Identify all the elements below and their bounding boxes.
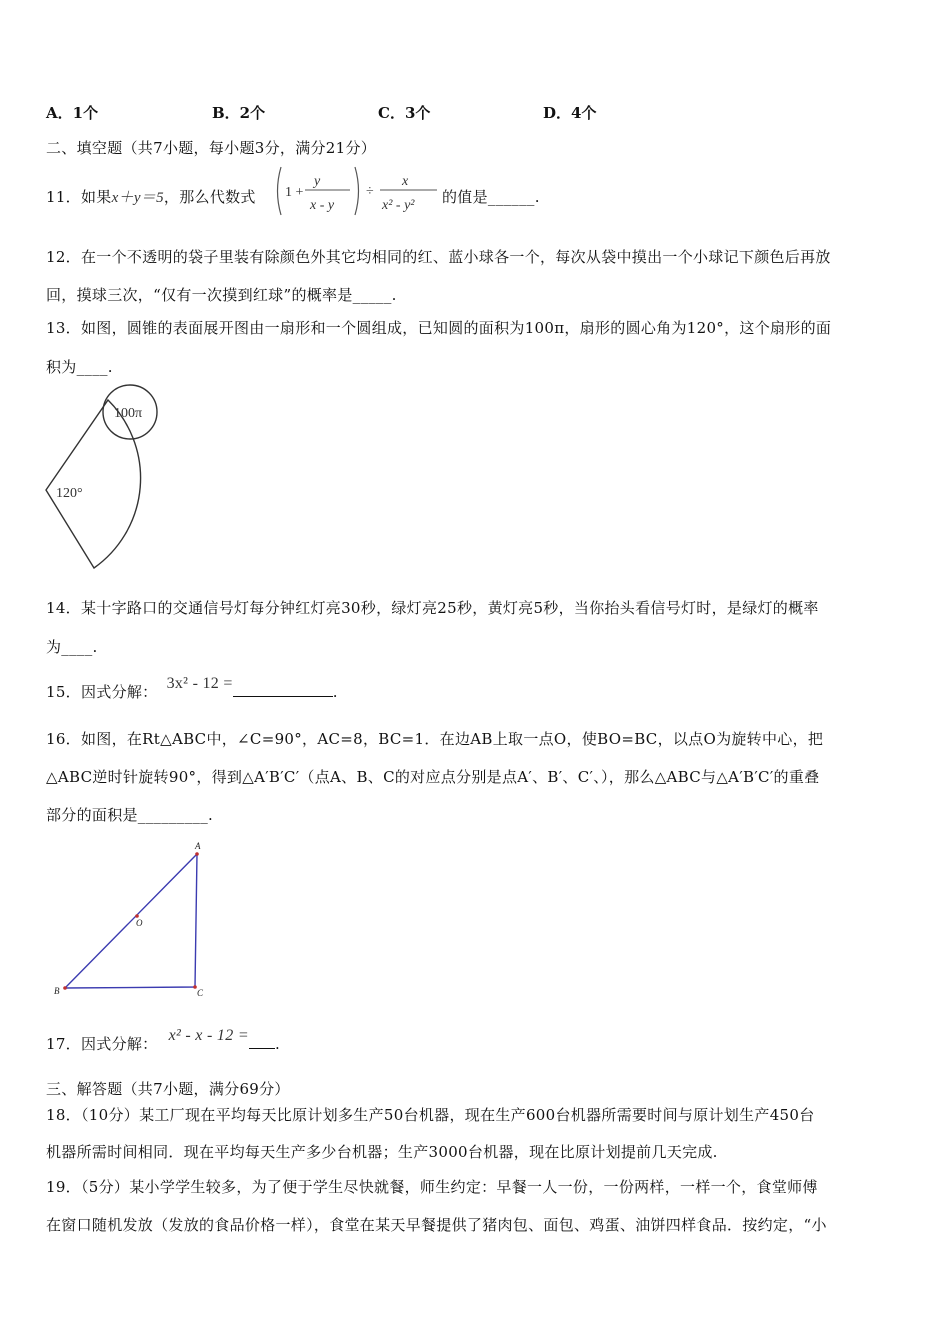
q18-line-2: 机器所需时间相同．现在平均每天生产多少台机器；生产3000台机器，现在比原计划提前几天完成. [46,1143,718,1161]
question-17 [46,1027,281,1054]
q13-angle-label: 120° [56,486,83,501]
q11-num-y: y [314,174,321,189]
q11-condition: x＋y＝5 [111,190,164,206]
q11-suffix: 的值是______. [442,188,540,206]
q15-answer-blank [233,682,333,697]
q15-end: . [332,683,338,701]
q17-end: . [274,1035,281,1053]
q11-mid: ，那么代数式 [163,188,256,206]
q14-line-1: 14．某十字路口的交通信号灯每分钟红灯亮30秒，绿灯亮25秒，黄灯亮5秒，当你抬头看信号灯时，是绿灯的概率 [46,599,819,617]
q13-line-1: 13．如图，圆锥的表面展开图由一扇形和一个圆组成，已知圆的面积为100π，扇形的圆心角为120°，这个扇形的面 [46,319,832,337]
q19-line-2: 在窗口随机发放（发放的食品价格一样），食堂在某天早餐提供了猪肉包、面包、鸡蛋、油饼四样食品．按约定，“小 [46,1216,827,1234]
q15-label: 15．因式分解： [46,683,158,701]
q16-label-b: B [54,986,60,996]
choice-d: D．4个 [543,104,597,122]
choice-c: C．3个 [378,104,431,122]
q16-label-c: C [197,988,204,998]
q11-num-x: x [402,174,409,189]
q15-expression: 3x² - 12 = [166,675,233,692]
choice-b: B．2个 [212,104,266,122]
q16-line-3: 部分的面积是_________. [46,806,214,824]
q11-den-x2y2: x² - y² [382,198,415,213]
section-3-title: 三、解答题（共7小题，满分69分） [46,1080,290,1098]
q16-label-a: A [195,841,201,851]
q16-figure [50,838,230,1008]
q12-line-1: 12．在一个不透明的袋子里装有除颜色外其它均相同的红、蓝小球各一个，每次从袋中摸出一个小球记下颜色后再放 [46,248,831,266]
q17-expression: x² - x - 12 = [168,1027,249,1044]
q11-prefix: 11．如果 [46,188,112,206]
q16-line-2: △ABC逆时针旋转90°，得到△A′B′C′（点A、B、C的对应点分别是点A′、B′、C′、），那么△ABC与△A′B′C′的重叠 [46,768,820,786]
question-15 [46,675,338,702]
section-2-title: 二、填空题（共7小题，每小题3分，满分21分） [46,139,377,157]
q11-expression [272,165,442,217]
q12-line-2: 回，摸球三次，“仅有一次摸到红球”的概率是_____. [46,286,397,304]
q13-line-2: 积为____. [46,358,113,376]
q11-one: 1 + [285,185,304,200]
q13-circle-label: 100π [114,406,143,421]
q17-label: 17．因式分解： [46,1035,158,1053]
q11-div: ÷ [366,184,374,199]
q13-sector [46,400,141,568]
q18-line-1: 18．（10分）某工厂现在平均每天比原计划多生产50台机器，现在生产600台机器所需要时间与原计划生产450台 [46,1106,815,1124]
q14-line-2: 为____. [46,638,98,656]
q11-den-xmy: x - y [310,198,335,213]
question-11 [46,186,256,207]
q17-answer-blank [249,1034,275,1049]
q16-triangle [65,854,197,988]
choice-a: A．1个 [46,104,99,122]
q13-figure [40,382,180,572]
q16-line-1: 16．如图，在Rt△ABC中，∠C=90°，AC=8，BC=1．在边AB上取一点O，使BO=BC，以点O为旋转中心，把 [46,730,824,748]
q19-line-1: 19．（5分）某小学学生较多，为了便于学生尽快就餐，师生约定：早餐一人一份，一份两样，一样一个，食堂师傅 [46,1178,818,1196]
q16-label-o: O [136,918,143,928]
